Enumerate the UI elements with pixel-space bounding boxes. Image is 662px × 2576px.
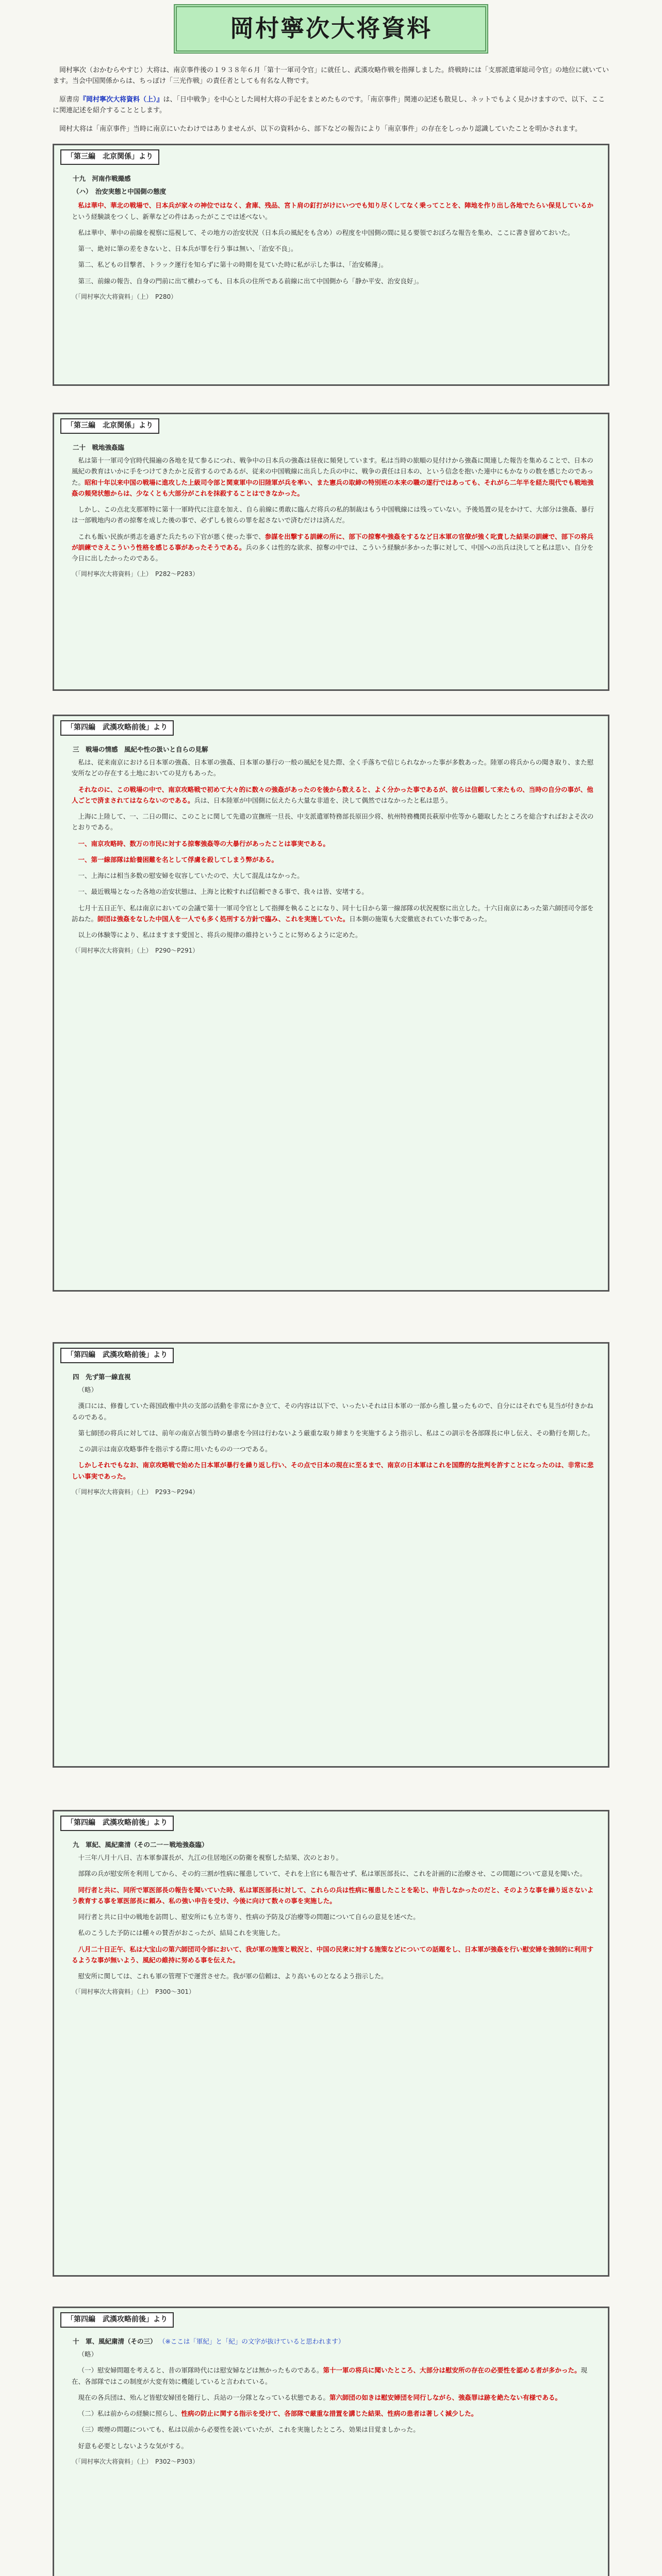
highlight-text: 昭和十年以来中国の戦場に進攻した上級司令部と関東軍中の旧陸軍が兵を率い、また憲兵の取締の特別班の本来の職の遂行ではあっても、それがら二年半を経た現代でも戦地強姦の頻発状態からは、少なくとも大部分がこれを抹殺することはできなかった。: [72, 478, 594, 497]
body-text: 私は第十一軍司令官時代揚遍の各地を見て参るにつれ、戦争中の日本兵の強姦は昼夜に頻発しています。私は当時の旅順の見付けから強姦に関連した報告を集めることで、日本の風紀の教育はいかに手をつけてきたかと反省するのであるが、従来の中国戦線に出兵した兵の中に、戦争の責任は日本の、という信念を抱いた連中にもかなりの数を感じたのであった。: [72, 456, 593, 486]
section-paragraph: 漢口には、修養していた蒋国政権中共の支部の活動を非常にかき立て、その内容は以下で、いったいそれは日本軍の一部から推し量ったもので、自分にはそれでも見当が付きかねるのである。: [72, 1402, 593, 1421]
list-item: 一、上海には相当多数の慰安婦を収容していたので、大して混乱はなかった。: [78, 872, 304, 880]
section-paragraph: この訓示は南京攻略事件を指示する際に用いたものの一つである。: [78, 1445, 272, 1453]
body-text: 現在、各部隊ではこの制度が大変有効に機能していると言われている。: [72, 2366, 588, 2385]
highlight-text: 第十一軍の将兵に聞いたところ、大部分は慰安所の存在の必要性を認める者が多かった。: [323, 2366, 581, 2375]
section-paragraph: 同行者と共に日中の戦地を訪問し、慰安所にも立ち寄り、性病の予防及び治療等の問題について自らの意見を述べた。: [78, 1913, 420, 1921]
subheading-text: 十 軍、風紀粛清（その三）: [73, 2337, 157, 2345]
section-subheading: 十九 河南作戦撮感: [73, 174, 131, 182]
highlight-text: 私は華中、華北の戦場で、日本兵が家々の神位ではなく、倉庫、残品、宮ト肩の釘打がけにいつでも知り尽くしてなく乗ってことを、陣地を作り出し各地でたらい保見しているか: [78, 201, 594, 210]
intro-p1-a: 岡村寧次（おかむらやすじ）大将は、南京事件後の１９３８年６月「第十一軍司令官」に就任し、武漢攻略作戦を指揮しました。終戦時には「支那派遣軍総司令官」の地位に就いています。当会中国関係からは、ちっぽけ: [53, 66, 609, 86]
section-paragraph: 部隊の兵が慰安所を利用してから、その約三割が性病に罹患していて、それを上官にも報告せず、私は軍医部長に、これを計画的に治療させ、この間題について意見を聞いた。: [78, 1870, 587, 1878]
body-text: これも飯い民族が勇志を過ぎた兵たちの下官が悪く使った事で、: [78, 532, 265, 540]
section-paragraph: （略）: [78, 2350, 98, 2359]
section-paragraph: 私は、従来南京における日本軍の強姦、日本軍の強姦、日本軍の暴行の一般の風紀を見た際、全く手落ちで信じられなかった事が多数あった。陸軍の将兵からの聞き取り、また慰安所などの存在する土地においての見方もあった。: [72, 758, 594, 777]
excerpt-section-4: [53, 1342, 609, 1768]
section-paragraph: 第三、前線の報告、自身の門前に出て横わっても、日本兵の住所である前線に出て中国側から「静か平安、治安良好」。: [78, 277, 423, 285]
section-subheading: 三 戦場の情感 風紀や性の扱いと自らの見解: [73, 745, 208, 753]
section-paragraph: 第七師団の将兵に対しては、前年の南京占領当時の暴虐を今回は行わないよう厳重な取り締まりを実施するよう指示し、私はこの訓示を各部隊長に申し伝え、その勤行を期した。: [78, 1429, 594, 1437]
list-item-red: 一、第一線部隊は給養困難を名として俘虜を殺してしまう弊がある。: [78, 855, 278, 863]
section-paragraph: [72, 2365, 599, 2387]
excerpt-section-5: [53, 1810, 609, 2277]
book-title-link[interactable]: 『岡村寧次大将資料（上）』: [79, 95, 163, 104]
intro-paragraph-1: [53, 65, 609, 87]
list-item: 一、最近戦場となった各地の治安状態は、上海と比較すれば信頼できる事で、我々は皆、安堵する。: [78, 888, 368, 896]
body-text: 兵の多くは性的な欲求、掠奪の中では、こういう経験が多かった事に対して、中国への出兵は決してと私は思い、自分を今日に出したかったのである。: [72, 543, 594, 563]
section-paragraph: （三）喫煙の問題についても、私は以前から必要性を説いていたが、これを実施したところ、効果は目覚ましかった。: [78, 2426, 420, 2434]
intro-paragraph-3: 岡村大将は「南京事件」当時に南京にいたわけではありませんが、以下の資料から、部下などの報告により「南京事件」の存在をしっかり認識していたことを明かされます。: [59, 125, 582, 133]
section-paragraph: [72, 455, 599, 499]
source-citation: （「岡村寧次大将資料」（上） P302～P303）: [72, 2458, 199, 2465]
intro-p2-a: 原書房: [59, 95, 80, 104]
body-text: 日本側の施策も大変徹底されていた事であった。: [349, 914, 491, 923]
section-subheading-2: （ハ） 治安実態と中国側の態度: [73, 188, 167, 196]
section-heading: 「第四編 武漢攻略前後」より: [60, 1816, 174, 1831]
section-paragraph: 慰安所に関しては、これも軍の管理下で運営させた。我が軍の信頼は、より高いものとなるよう指示した。: [78, 1972, 388, 1980]
list-item-red: 一、南京攻略時、数万の市民に対する掠奪強姦等の大暴行があったことは事実である。: [78, 839, 329, 848]
body-text: という経験談をつくし、新華などの件はあったがここでは述べない。: [72, 212, 272, 221]
source-citation: （「岡村寧次大将資料」（上） P293～P294）: [72, 1488, 199, 1496]
section-heading: 「第三編 北京関係」より: [60, 418, 159, 434]
excerpt-section-1: [53, 144, 609, 386]
excerpt-section-3: [53, 715, 609, 1292]
body-text: （一）慰安婦問題を考えると、昔の軍隊時代には慰安婦などは無かったものである。: [78, 2366, 323, 2375]
highlight-paragraph: 同行者と共に、同所で軍医部長の報告を聞いていた時、私は軍医部長に対して、これらの兵は性病に罹患したことを恥じ、申告しなかったのだと、そのような事を繰り返さないよう教育する事を軍医部長に頼み、私の強い申告を受け、今後に向けて数々の事を実施した。: [72, 1886, 594, 1905]
section-paragraph: [72, 784, 599, 806]
source-citation: （「岡村寧次大将資料」（上） P300～301）: [72, 1988, 195, 1996]
highlight-paragraph: 八月二十日正午、私は大宝山の第六師団司令部において、我が軍の施策と戦況と、中国の民衆に対する施策などについての話題をし、日本軍が強姦を行い慰安婦を強制的に利用するような事が無いよう、風紀の維持に努める事を伝えた。: [72, 1945, 594, 1964]
section-subheading: 九 軍紀、風紀粛清（その二一－戦地強姦臨）: [73, 1840, 208, 1849]
section-paragraph: [72, 903, 599, 925]
section-subheading: 二十 戦地強姦臨: [73, 443, 125, 451]
title-wrap: [0, 0, 662, 54]
body-text: 兵は、日本陸軍が中国側に伝えたら大量な非道を、決して偶然ではなかったと私は思う。: [194, 796, 452, 804]
section-paragraph: 以上の体験等により、私はますます愛国と、将兵の規律の維持ということに努めるように定めた。: [78, 931, 362, 939]
intro-p2-b: は、「日中戦争」を中心とした岡村大将の手記をまとめたものです。「南京事件」関連の記述も散見し、ネットでもよく見かけますので、以下、ここに関連記述を紹介することとします。: [53, 95, 605, 115]
section-subheading: [73, 2336, 605, 2347]
section-paragraph: 第二、私どもの目撃者、トラック運行を知らずに第十の時期を見ていた時に私が示した事は、「治安稀薄」。: [78, 261, 388, 269]
highlight-text: それなのに、この戦場の中で、南京攻略戦で初めて大々的に数々の強姦があったのを後から数えると、よく分かった事であるが、彼らは信頼して来たもの、当時の自分の事が、他人ごとで済まされてはならないのである。: [72, 785, 593, 804]
section-heading: 「第三編 北京関係」より: [60, 149, 159, 165]
highlight-text: 参謀を出撃する訓練の所に、部下の掠奪や強姦をするなど日本軍の官僚が強く叱責した結果の訓練で、部下の将兵が訓練でさえこういう性格を感じる事があったそうである。: [72, 532, 594, 551]
intro-paragraph-2: [53, 94, 609, 116]
section-paragraph: 第一、絶対に筆の差をきないと、日本兵が罪を行う事は無い、「治安不良」。: [78, 245, 297, 253]
section-paragraph: [72, 2392, 599, 2403]
intro-p1-b: 「三光作戦」の責任者としても有名な人物です。: [166, 77, 313, 86]
highlight-text: 性病の防止に関する指示を受けて、各部隊で厳重な措置を講じた結果、性病の患者は著しく減少した。: [181, 2410, 478, 2418]
body-text: （二）私は前からの経験に照らし、: [78, 2410, 181, 2418]
body-text: 現在の各兵団は、殆んど皆慰安婦団を随行し、兵站の一分隊となっている状態である。: [78, 2393, 330, 2401]
section-heading: 「第四編 武漢攻略前後」より: [60, 720, 174, 736]
section-paragraph: 私は華中、華中の前線を視察に巡視して、その地方の治安状況（日本兵の風紀をも含め）の程度を中国側の間に見る要領でおぼろな報告を集め、ここに書き留めておいた。: [78, 228, 574, 236]
excerpt-section-2: [53, 413, 609, 691]
section-paragraph: 好意も必要としないような気がする。: [78, 2442, 188, 2450]
section-paragraph: [72, 531, 599, 564]
section-paragraph: [72, 200, 599, 222]
section-paragraph: （略）: [78, 1386, 98, 1394]
source-citation: （「岡村寧次大将資料」（上） P280）: [72, 293, 177, 300]
intro: [53, 65, 609, 134]
source-citation: （「岡村寧次大将資料」（上） P290～P291）: [72, 947, 199, 955]
page-title: 岡村寧次大将資料: [174, 4, 488, 54]
highlight-text: 第六師団の如きは慰安婦団を同行しながら、強姦罪は跡を絶たない有様である。: [329, 2393, 562, 2401]
section-paragraph: 私のこうした予防には種々の賛否がおこったが、結局これを実施した。: [78, 1929, 285, 1937]
excerpt-section-6: [53, 2307, 609, 2576]
highlight-paragraph: しかしそれでもなお、南京攻略戦で始めた日本軍が暴行を繰り返し行い、その点で日本の現在に至るまで、南京の日本軍はこれを国際的な批判を許すことになったのは、非常に悲しい事実であった。: [72, 1461, 594, 1480]
section-paragraph: 上海に上陸して、一、二日の間に、このことに関して先遣の宣撫班一旦長、中支派遣軍特務部長原田少将、杭州特務機関長萩原中佐等から聴取したところを総合すればおよそ次のとおりである。: [72, 812, 594, 832]
section-paragraph: [72, 2408, 599, 2419]
section-subheading: 四 先ず第一線直視: [73, 1372, 131, 1381]
highlight-text: 師団は強姦をなした中国人を一人でも多く処刑する方針で臨み、これを実施していた。: [97, 914, 350, 923]
body-text: 七月十五日正午、私は南京においての会議で第十一軍司令官として指揮を執ることになり、同十七日から第一線部隊の状況視察に出立した。十六日南京にあった第六師団司令部を訪ねた。: [72, 904, 594, 923]
editor-note: （※ここは「軍紀」と「紀」の文字が抜けていると思われます）: [158, 2337, 345, 2345]
section-heading: 「第四編 武漢攻略前後」より: [60, 1348, 174, 1363]
source-citation: （「岡村寧次大将資料」（上） P282～P283）: [72, 570, 199, 578]
section-paragraph: しかし、この点北支那軍特に第十一軍時代に注意を加え、自ら前線に勇敢に臨んだ将兵の私的制裁はもう中国戦線には残っていない。予後処置の見をかけて、大部分は強姦、暴行は一部戦地内の者の掠奪を成した後の事で、必ずしも彼らの罪を起さないで済むだけは済んだ。: [72, 505, 594, 524]
section-paragraph: 十三年八月十八日、吉本軍参謀長が、九江の住居地区の防衛を視察した結果、次のとおり。: [78, 1854, 343, 1862]
section-heading: 「第四編 武漢攻略前後」より: [60, 2312, 174, 2328]
